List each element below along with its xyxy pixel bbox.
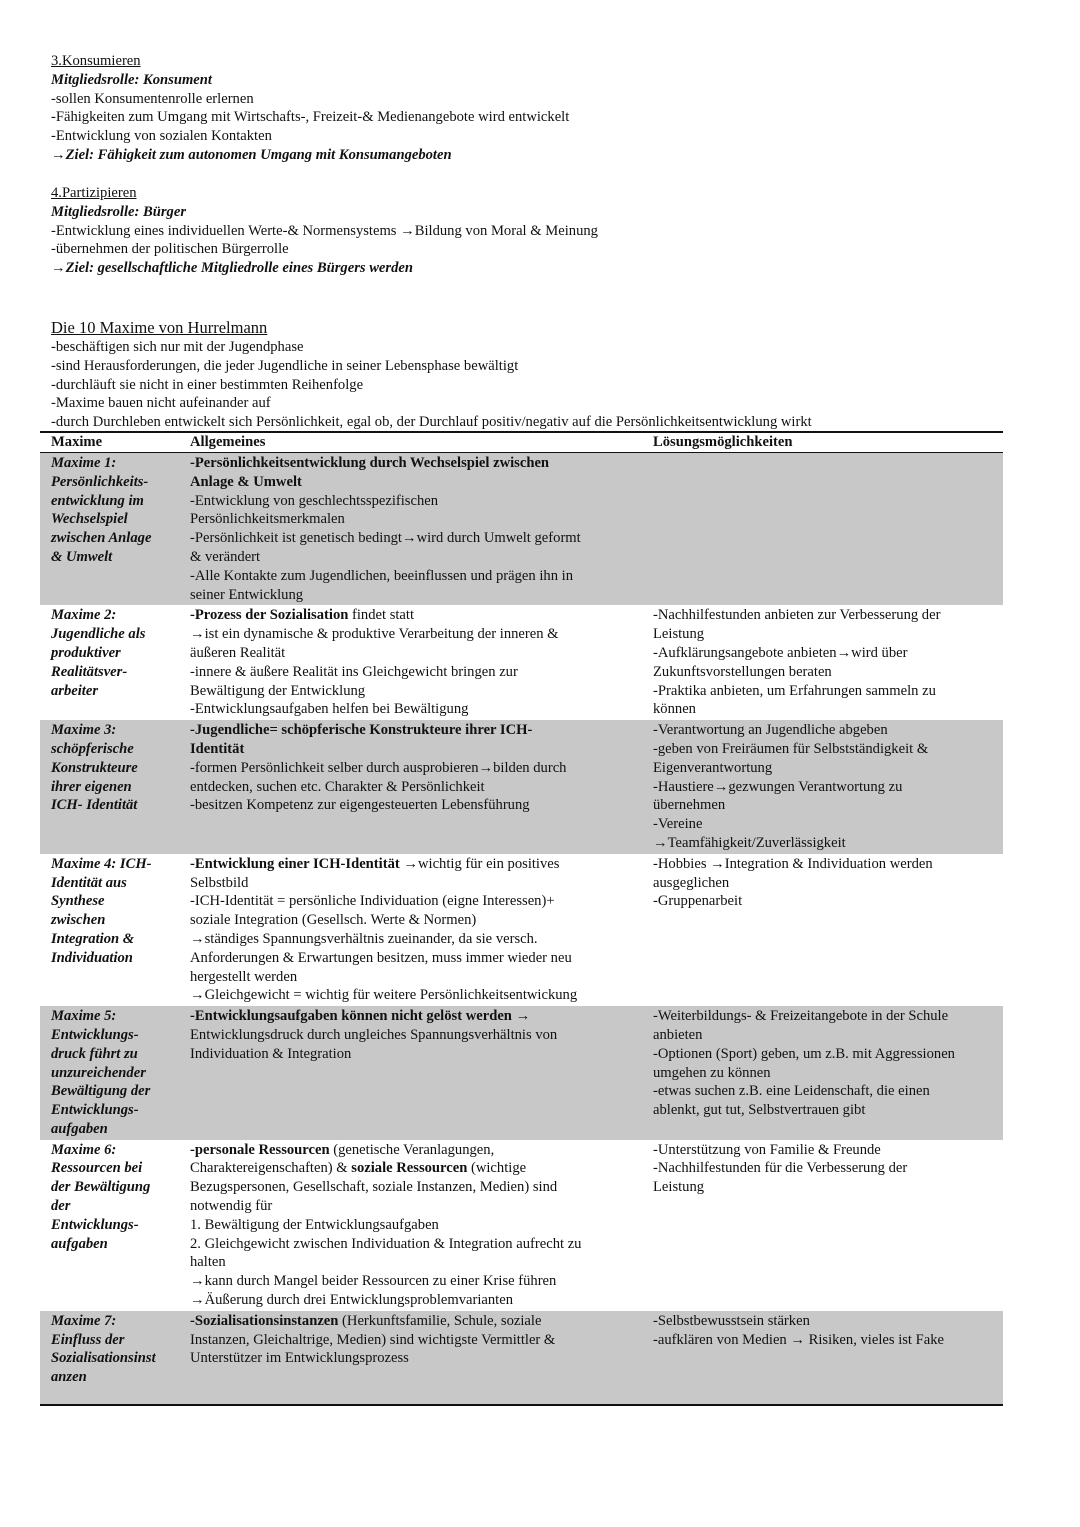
loesungen-line: Leistung: [653, 626, 705, 643]
loesungen-line: -Hobbies →Integration & Individuation werden: [653, 855, 933, 872]
loesungen-line: können: [653, 701, 696, 718]
allgemeines-line: -Sozialisationsinstanzen (Herkunftsfamilie, Schule, soziale: [190, 1312, 542, 1329]
maxime-table: [40, 431, 1003, 1406]
maxime-line: Wechselspiel: [51, 511, 128, 528]
maxime-line: & Umwelt: [51, 548, 113, 565]
allgemeines-line: hergestellt werden: [190, 968, 298, 985]
allgemeines-line: Unterstützer im Entwicklungsprozess: [190, 1350, 409, 1367]
maxime-line: der Bewältigung: [51, 1179, 151, 1196]
maxime-line: Einfluss der: [51, 1331, 125, 1348]
bullet-point: -beschäftigen sich nur mit der Jugendphase: [51, 339, 304, 355]
allgemeines-line: soziale Integration (Gesellsch. Werte & Normen): [190, 912, 477, 929]
column-header-allgemeines: Allgemeines: [179, 432, 642, 453]
allgemeines-cell: [179, 720, 642, 854]
loesungen-cell: [642, 1006, 1003, 1140]
allgemeines-line: Charaktereigenschaften) & soziale Ressourcen (wichtige: [190, 1160, 527, 1177]
allgemeines-line: -Prozess der Sozialisation findet statt: [190, 607, 415, 624]
maxime-line: Jugendliche als: [51, 626, 146, 643]
bullet-point: -durch Durchleben entwickelt sich Persönlichkeit, egal ob, der Durchlauf positiv/negativ auf die Persönlichkeitsentwicklung wirkt: [51, 414, 812, 431]
allgemeines-line: -Jugendliche= schöpferische Konstrukteure ihrer ICH-: [190, 722, 533, 739]
bullet-point: -Entwicklung eines individuellen Werte-& Normensystems →Bildung von Moral & Meinung: [51, 222, 598, 239]
allgemeines-line: →kann durch Mangel beider Ressourcen zu einer Krise führen: [190, 1273, 557, 1290]
allgemeines-line: →Gleichgewicht = wichtig für weitere Persönlichkeitsentwickung: [190, 987, 578, 1004]
maxime-line: Entwicklungs-: [51, 1026, 139, 1043]
loesungen-line: Zukunftsvorstellungen beraten: [653, 663, 832, 680]
allgemeines-cell: [179, 1311, 642, 1405]
allgemeines-line: Persönlichkeitsmerkmalen: [190, 511, 345, 528]
maxime-line: Realitätsver-: [51, 663, 128, 680]
section-heading: 4.Partizipieren: [51, 185, 137, 201]
allgemeines-line: & verändert: [190, 548, 261, 565]
loesungen-cell: [642, 854, 1003, 1006]
maxime-cell: [40, 605, 179, 720]
allgemeines-line: Selbstbild: [190, 874, 249, 891]
table-header-row: [40, 432, 1003, 453]
maxime-cell: [40, 854, 179, 1006]
allgemeines-line: -Entwicklung einer ICH-Identität →wichtig für ein positives: [190, 855, 560, 872]
table-row: [40, 1311, 1003, 1405]
allgemeines-line: -Entwicklung von geschlechtsspezifischen: [190, 492, 439, 509]
loesungen-line: -Selbstbewusstsein stärken: [653, 1312, 810, 1329]
goal-statement: →Ziel: gesellschaftliche Mitgliedrolle eines Bürgers werden: [51, 260, 413, 277]
allgemeines-line: -Alle Kontakte zum Jugendlichen, beeinflussen und prägen ihn in: [190, 567, 573, 584]
loesungen-cell: [642, 1311, 1003, 1405]
allgemeines-cell: [179, 605, 642, 720]
maxime-line: unzureichender: [51, 1064, 146, 1081]
table-row: [40, 854, 1003, 1006]
table-row: [40, 720, 1003, 854]
maxime-line: der: [51, 1198, 71, 1215]
maxime-line: Konstrukteure: [51, 759, 138, 776]
allgemeines-cell: [179, 854, 642, 1006]
bullet-point: -sind Herausforderungen, die jeder Jugendliche in seiner Lebensphase bewältigt: [51, 357, 519, 374]
maxime-line: Maxime 3:: [51, 722, 117, 739]
table-body: [40, 453, 1003, 1405]
allgemeines-line: entdecken, suchen etc. Charakter & Persönlichkeit: [190, 778, 485, 795]
column-header-maxime: Maxime: [40, 432, 179, 453]
table-row: [40, 1006, 1003, 1140]
maxime-line: zwischen Anlage: [51, 530, 152, 547]
loesungen-line: -Praktika anbieten, um Erfahrungen sammeln zu: [653, 682, 936, 699]
loesungen-cell: [642, 605, 1003, 720]
table-row: [40, 1140, 1003, 1311]
bullet-point: -Maxime bauen nicht aufeinander auf: [51, 395, 271, 412]
loesungen-line: übernehmen: [653, 797, 726, 814]
loesungen-line: -Vereine: [653, 816, 703, 833]
section-hurrelmann: [51, 317, 1031, 432]
allgemeines-cell: [179, 453, 642, 606]
loesungen-line: -geben von Freiräumen für Selbstständigkeit &: [653, 740, 929, 757]
allgemeines-line: →ist ein dynamische & produktive Verarbeitung der inneren &: [190, 626, 559, 643]
maxime-line: Integration &: [51, 930, 135, 947]
allgemeines-line: 2. Gleichgewicht zwischen Individuation & Integration aufrecht zu: [190, 1235, 582, 1252]
maxime-line: entwicklung im: [51, 492, 144, 509]
page-title: Die 10 Maxime von Hurrelmann: [51, 318, 268, 337]
maxime-line: Synthese: [51, 893, 105, 910]
loesungen-cell: [642, 453, 1003, 606]
loesungen-line: -Verantwortung an Jugendliche abgeben: [653, 722, 888, 739]
loesungen-line: umgehen zu können: [653, 1064, 771, 1081]
allgemeines-line: Anforderungen & Erwartungen besitzen, muss immer wieder neu: [190, 949, 572, 966]
allgemeines-line: Identität: [190, 740, 245, 757]
allgemeines-line: -besitzen Kompetenz zur eigengesteuerten Lebensführung: [190, 797, 530, 814]
maxime-line: anzen: [51, 1369, 87, 1386]
table-row: [40, 605, 1003, 720]
maxime-cell: [40, 453, 179, 606]
goal-statement: →Ziel: Fähigkeit zum autonomen Umgang mit Konsumangeboten: [51, 146, 452, 163]
maxime-line: produktiver: [51, 644, 121, 661]
bullet-point: -Entwicklung von sozialen Kontakten: [51, 128, 272, 145]
allgemeines-line: Individuation & Integration: [190, 1045, 352, 1062]
maxime-line: ihrer eigenen: [51, 778, 132, 795]
loesungen-line: -aufklären von Medien → Risiken, vieles ist Fake: [653, 1331, 944, 1348]
maxime-line: arbeiter: [51, 682, 99, 699]
maxime-line: Maxime 4: ICH-: [51, 855, 152, 872]
loesungen-line: -Nachhilfestunden anbieten zur Verbesserung der: [653, 607, 941, 624]
allgemeines-line: -Persönlichkeit ist genetisch bedingt→wird durch Umwelt geformt: [190, 530, 581, 547]
maxime-line: Identität aus: [51, 874, 127, 891]
section-konsumieren: [51, 52, 1031, 165]
maxime-cell: [40, 1140, 179, 1311]
maxime-line: aufgaben: [51, 1235, 108, 1252]
allgemeines-line: →ständiges Spannungsverhältnis zueinander, da sie versch.: [190, 930, 538, 947]
maxime-line: ICH- Identität: [51, 797, 138, 814]
allgemeines-line: Bewältigung der Entwicklung: [190, 682, 366, 699]
allgemeines-line: Bezugspersonen, Gesellschaft, soziale Instanzen, Medien) sind: [190, 1179, 558, 1196]
allgemeines-line: 1. Bewältigung der Entwicklungsaufgaben: [190, 1216, 439, 1233]
loesungen-line: →Teamfähigkeit/Zuverlässigkeit: [653, 834, 846, 851]
maxime-cell: [40, 1006, 179, 1140]
maxime-line: schöpferische: [51, 740, 134, 757]
maxime-line: Persönlichkeits-: [51, 473, 149, 490]
loesungen-line: Leistung: [653, 1179, 705, 1196]
loesungen-line: -etwas suchen z.B. eine Leidenschaft, die einen: [653, 1083, 930, 1100]
bullet-point: -durchläuft sie nicht in einer bestimmten Reihenfolge: [51, 376, 364, 393]
allgemeines-line: -innere & äußere Realität ins Gleichgewicht bringen zur: [190, 663, 518, 680]
maxime-line: aufgaben: [51, 1120, 108, 1137]
allgemeines-line: →Äußerung durch drei Entwicklungsproblemvarianten: [190, 1292, 514, 1309]
member-role: Mitgliedsrolle: Bürger: [51, 203, 186, 220]
loesungen-line: -Aufklärungsangebote anbieten→wird über: [653, 644, 908, 661]
maxime-line: Maxime 6:: [51, 1141, 117, 1158]
loesungen-line: -Nachhilfestunden für die Verbesserung der: [653, 1160, 908, 1177]
allgemeines-line: notwendig für: [190, 1198, 273, 1215]
bullet-point: -sollen Konsumentenrolle erlernen: [51, 90, 254, 107]
allgemeines-cell: [179, 1140, 642, 1311]
loesungen-line: -Haustiere→gezwungen Verantwortung zu: [653, 778, 903, 795]
maxime-line: Maxime 1:: [51, 455, 117, 471]
loesungen-line: ablenkt, gut tut, Selbstvertrauen gibt: [653, 1102, 866, 1119]
loesungen-line: Eigenverantwortung: [653, 759, 773, 776]
bullet-point: -Fähigkeiten zum Umgang mit Wirtschafts-, Freizeit-& Medienangebote wird entwickelt: [51, 109, 570, 126]
maxime-line: Bewältigung der: [51, 1083, 151, 1100]
table-row: [40, 453, 1003, 606]
allgemeines-line: -Entwicklungsaufgaben helfen bei Bewältigung: [190, 701, 469, 718]
loesungen-line: ausgeglichen: [653, 874, 730, 891]
loesungen-cell: [642, 720, 1003, 854]
section-partizipieren: [51, 184, 1031, 278]
member-role: Mitgliedsrolle: Konsument: [51, 71, 212, 88]
maxime-cell: [40, 1311, 179, 1405]
allgemeines-line: Instanzen, Gleichaltrige, Medien) sind wichtigste Vermittler &: [190, 1331, 556, 1348]
maxime-line: Maxime 7:: [51, 1312, 117, 1329]
maxime-line: Entwicklungs-: [51, 1102, 139, 1119]
maxime-line: Entwicklungs-: [51, 1216, 139, 1233]
loesungen-line: -Gruppenarbeit: [653, 893, 743, 910]
maxime-cell: [40, 720, 179, 854]
loesungen-line: -Unterstützung von Familie & Freunde: [653, 1141, 881, 1158]
loesungen-line: anbieten: [653, 1026, 703, 1043]
allgemeines-line: -ICH-Identität = persönliche Individuation (eigne Interessen)+: [190, 893, 555, 910]
maxime-line: Sozialisationsinst: [51, 1350, 156, 1367]
loesungen-line: -Optionen (Sport) geben, um z.B. mit Aggressionen: [653, 1045, 955, 1062]
allgemeines-line: Entwicklungsdruck durch ungleiches Spannungsverhältnis von: [190, 1026, 558, 1043]
allgemeines-line: -Persönlichkeitsentwicklung durch Wechselspiel zwischen: [190, 455, 550, 471]
maxime-line: Maxime 5:: [51, 1008, 117, 1025]
allgemeines-line: -Entwicklungsaufgaben können nicht gelöst werden →: [190, 1008, 531, 1025]
maxime-line: Individuation: [51, 949, 133, 966]
maxime-line: Maxime 2:: [51, 607, 117, 624]
allgemeines-line: äußeren Realität: [190, 644, 286, 661]
allgemeines-cell: [179, 1006, 642, 1140]
allgemeines-line: -personale Ressourcen (genetische Veranlagungen,: [190, 1141, 495, 1158]
maxime-line: zwischen: [51, 912, 106, 929]
section-heading: 3.Konsumieren: [51, 53, 141, 69]
bullet-point: -übernehmen der politischen Bürgerrolle: [51, 241, 289, 258]
maxime-line: druck führt zu: [51, 1045, 138, 1062]
column-header-loesungen: Lösungsmöglichkeiten: [642, 432, 1003, 453]
allgemeines-line: Anlage & Umwelt: [190, 473, 302, 490]
allgemeines-line: seiner Entwicklung: [190, 586, 304, 603]
maxime-line: Ressourcen bei: [51, 1160, 143, 1177]
loesungen-cell: [642, 1140, 1003, 1311]
allgemeines-line: -formen Persönlichkeit selber durch ausprobieren→bilden durch: [190, 759, 567, 776]
allgemeines-line: halten: [190, 1254, 226, 1271]
loesungen-line: -Weiterbildungs- & Freizeitangebote in der Schule: [653, 1008, 949, 1025]
